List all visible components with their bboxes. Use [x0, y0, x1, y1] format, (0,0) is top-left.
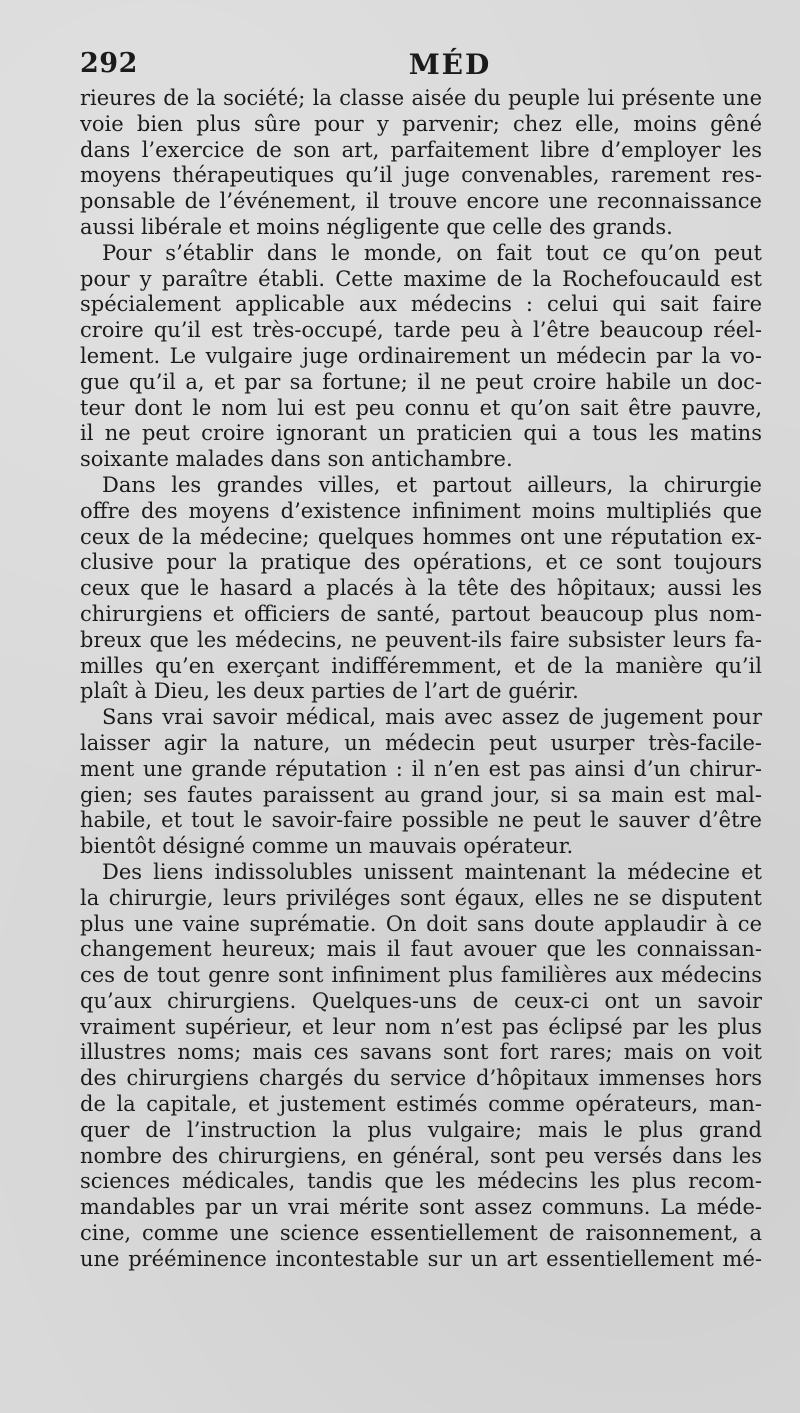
- text-line: sciences médicales, tandis que les médecins les plus recom-: [80, 1169, 762, 1194]
- text-line: chirurgiens et officiers de santé, partout beaucoup plus nom-: [80, 601, 762, 626]
- text-line: spécialement applicable aux médecins : celui qui sait faire: [80, 292, 762, 317]
- text-line: habile, et tout le savoir-faire possible ne peut le sauver d’être: [80, 808, 762, 833]
- text-line: qu’aux chirurgiens. Quelques-uns de ceux-ci ont un savoir: [80, 988, 762, 1013]
- text-line: bientôt désigné comme un mauvais opérateur.: [80, 834, 574, 859]
- text-line: cine, comme une science essentiellement de raisonnement, a: [80, 1221, 762, 1246]
- body-text: [80, 86, 762, 1273]
- text-line: des chirurgiens chargés du service d’hôpitaux immenses hors: [80, 1066, 762, 1091]
- text-line: rieures de la société; la classe aisée du peuple lui présente une: [80, 86, 762, 110]
- text-line: Des liens indissolubles unissent maintenant la médecine et: [102, 859, 762, 884]
- text-line: lement. Le vulgaire juge ordinairement un médecin par la vo-: [80, 343, 762, 368]
- text-line: une prééminence incontestable sur un art essentiellement mé-: [80, 1246, 762, 1271]
- text-line: changement heureux; mais il faut avouer que les connaissan-: [80, 937, 762, 962]
- text-line: offre des moyens d’existence infiniment moins multipliés que: [80, 498, 762, 523]
- text-line: croire qu’il est très-occupé, tarde peu à l’être beaucoup réel-: [80, 318, 762, 343]
- text-line: moyens thérapeutiques qu’il juge convenables, rarement res-: [80, 163, 762, 188]
- page-number: 292: [80, 48, 138, 79]
- text-line: gue qu’il a, et par sa fortune; il ne peut croire habile un doc-: [80, 369, 762, 394]
- text-line: dans l’exercice de son art, parfaitement libre d’employer les: [80, 137, 762, 162]
- text-line: laisser agir la nature, un médecin peut usurper très-facile-: [80, 730, 762, 755]
- text-line: soixante malades dans son antichambre.: [80, 447, 513, 472]
- text-line: ceux de la médecine; quelques hommes ont une réputation ex-: [80, 524, 762, 549]
- text-line: de la capitale, et justement estimés comme opérateurs, man-: [80, 1092, 762, 1117]
- text-line: breux que les médecins, ne peuvent-ils faire subsister leurs fa-: [80, 627, 762, 652]
- text-line: milles qu’en exerçant indifféremment, et de la manière qu’il: [80, 653, 762, 678]
- text-line: Pour s’établir dans le monde, on fait tout ce qu’on peut: [102, 240, 762, 265]
- page-header: [80, 48, 762, 86]
- text-line: ment une grande réputation : il n’en est pas ainsi d’un chirur-: [80, 756, 762, 781]
- text-line: aussi libérale et moins négligente que celle des grands.: [80, 214, 673, 239]
- text-line: quer de l’instruction la plus vulgaire; mais le plus grand: [80, 1117, 762, 1142]
- text-line: gien; ses fautes paraissent au grand jour, si sa main est mal-: [80, 782, 762, 807]
- text-line: vraiment supérieur, et leur nom n’est pas éclipsé par les plus: [80, 1014, 762, 1039]
- text-line: nombre des chirurgiens, en général, sont peu versés dans les: [80, 1143, 762, 1168]
- text-line: clusive pour la pratique des opérations, et ce sont toujours: [80, 550, 762, 575]
- text-line: illustres noms; mais ces savans sont fort rares; mais on voit: [80, 1040, 762, 1065]
- text-line: ponsable de l’événement, il trouve encore une reconnaissance: [80, 189, 762, 214]
- text-line: ces de tout genre sont infiniment plus familières aux médecins: [80, 963, 762, 988]
- text-line: mandables par un vrai mérite sont assez communs. La méde-: [80, 1195, 762, 1220]
- text-line: voie bien plus sûre pour y parvenir; chez elle, moins gêné: [80, 111, 762, 136]
- text-line: plaît à Dieu, les deux parties de l’art de guérir.: [80, 679, 579, 704]
- text-line: plus une vaine suprématie. On doit sans doute applaudir à ce: [80, 911, 762, 936]
- text-line: Dans les grandes villes, et partout ailleurs, la chirurgie: [102, 472, 762, 497]
- text-line: pour y paraître établi. Cette maxime de la Rochefoucauld est: [80, 266, 762, 291]
- text-line: ceux que le hasard a placés à la tête des hôpitaux; aussi les: [80, 576, 762, 601]
- text-line: il ne peut croire ignorant un praticien qui a tous les matins: [80, 421, 762, 446]
- text-line: teur dont le nom lui est peu connu et qu’on sait être pauvre,: [80, 395, 762, 420]
- text-line: la chirurgie, leurs priviléges sont égaux, elles ne se disputent: [80, 885, 762, 910]
- text-line: Sans vrai savoir médical, mais avec assez de jugement pour: [102, 705, 762, 730]
- running-head: MÉD: [408, 48, 492, 81]
